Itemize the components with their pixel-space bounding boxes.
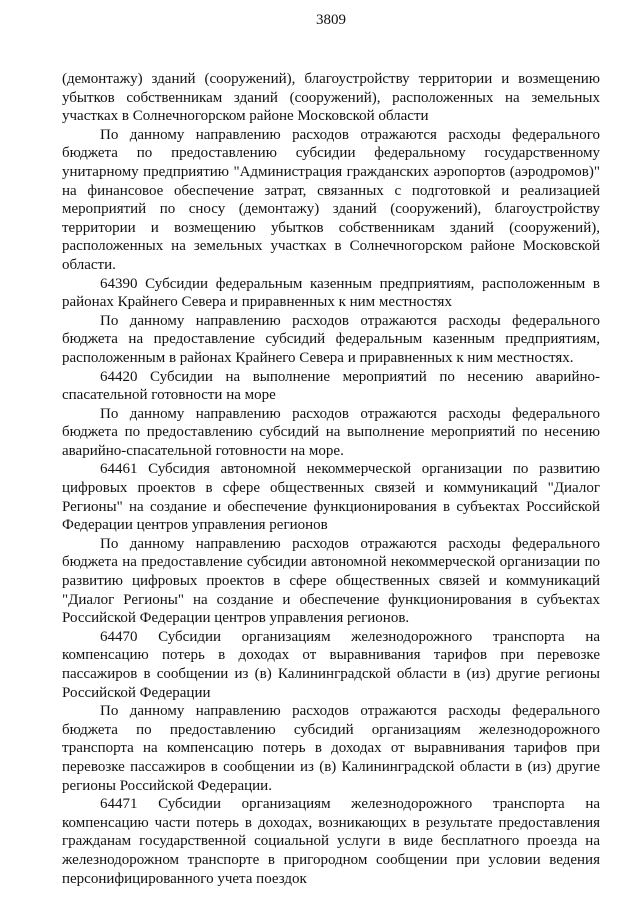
document-page xyxy=(62,10,600,888)
paragraph: По данному направлению расходов отражаются расходы федерального бюджета на предоставление субсидии автономной некоммерческой организации по развитию цифровых проектов в сфере общественных связей и коммуникаций "Диалог Регионы" на создание и обеспечение функционирования в субъектах Российской Федерации центров управления регионов. xyxy=(62,535,600,627)
paragraph: По данному направлению расходов отражаются расходы федерального бюджета по предоставлению субсидий организациям железнодорожного транспорта на компенсацию потерь в доходах от выравнивания тарифов при перевозке пассажиров в сообщении из (в) Калининградской области в (из) другие регионы Российской Федерации. xyxy=(62,703,600,794)
paragraph: По данному направлению расходов отражаются расходы федерального бюджета на предоставление субсидий федеральным казенным предприятиям, расположенным в районах Крайнего Севера и приравненных к ним местностях. xyxy=(62,312,600,366)
section-heading-64471: 64471 Субсидии организациям железнодорожного транспорта на компенсацию части потерь в доходах, возникающих в результате предоставления гражданам государственной социальной услуги в виде бесплатного проезда на железнодорожном транспорте в пригородном сообщении при условии ведения персонифицированного учета поездок xyxy=(62,796,600,887)
section-heading-64470: 64470 Субсидии организациям железнодорожного транспорта на компенсацию потерь в доходах от выравнивания тарифов при перевозке пассажиров в сообщении из (в) Калининградской области в (из) другие регионы Российской Федерации xyxy=(62,628,600,701)
section-heading-64420: 64420 Субсидии на выполнение мероприятий по несению аварийно-спасательной готовности на море xyxy=(62,368,600,404)
paragraph: По данному направлению расходов отражаются расходы федерального бюджета по предоставлению субсидии федеральному государственному унитарному предприятию "Администрация гражданских аэропортов (аэродромов)" на финансовое обеспечение затрат, связанных с подготовкой и реализацией мероприятий по сносу (демонтажу) зданий (сооружений), благоустройству территории и возмещению убытков собственникам зданий (сооружений), расположенных на земельных участках в Солнечногорском районе Московской области. xyxy=(62,126,600,273)
paragraph: (демонтажу) зданий (сооружений), благоустройству территории и возмещению убытков собственникам зданий (сооружений), расположенных на земельных участках в Солнечногорском районе Московской области xyxy=(62,71,600,125)
section-heading-64461: 64461 Субсидия автономной некоммерческой организации по развитию цифровых проектов в сфере общественных связей и коммуникаций "Диалог Регионы" на создание и обеспечение функционирования в субъектах Российской Федерации центров управления регионов xyxy=(62,461,600,534)
section-heading-64390: 64390 Субсидии федеральным казенным предприятиям, расположенным в районах Крайнего Севера и приравненных к ним местностях xyxy=(62,275,600,311)
page-number: 3809 xyxy=(316,12,346,28)
paragraph: По данному направлению расходов отражаются расходы федерального бюджета по предоставлению субсидий на выполнение мероприятий по несению аварийно-спасательной готовности на море. xyxy=(62,405,600,459)
